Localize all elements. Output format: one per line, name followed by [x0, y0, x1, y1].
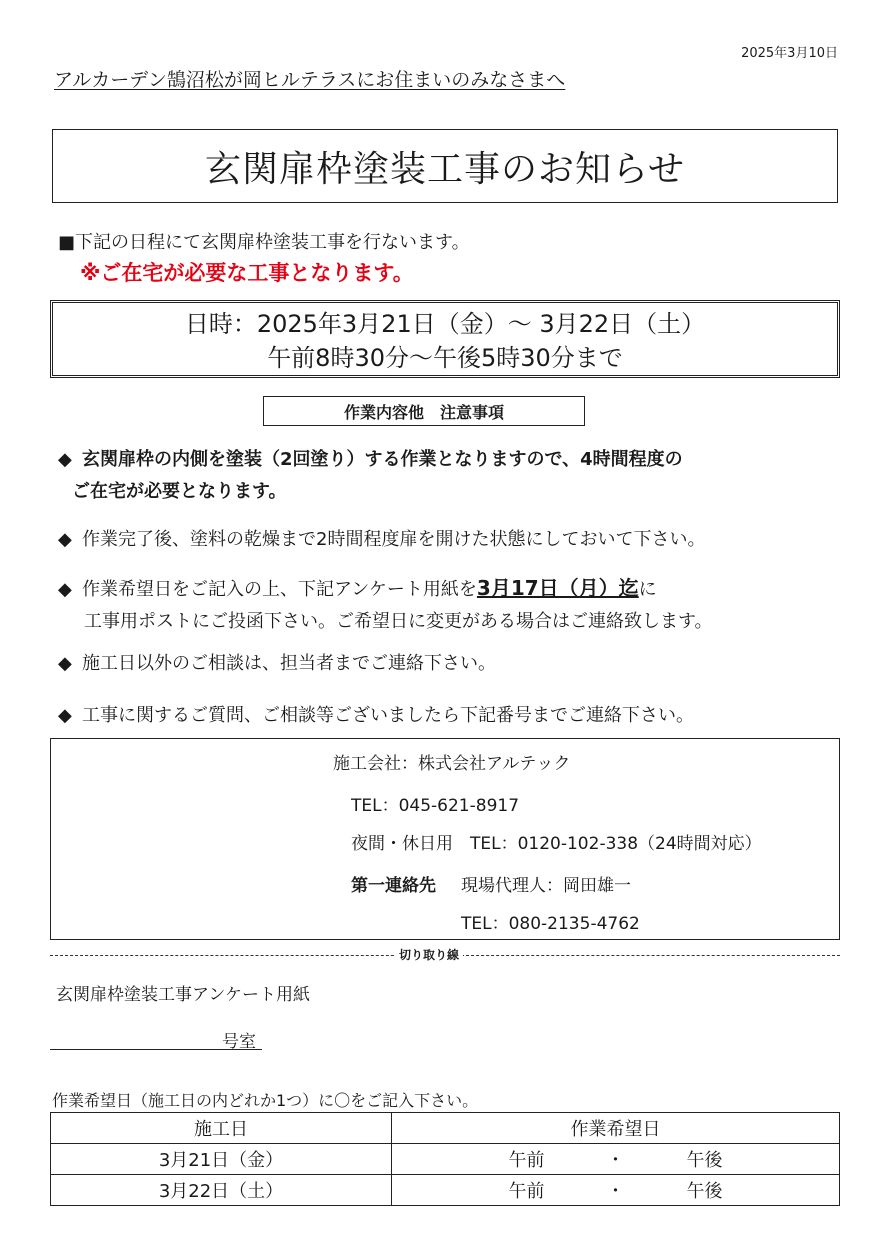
contact-tel: TEL：045-621-8917 — [351, 796, 520, 816]
intro-warning: ※ご在宅が必要な工事となります。 — [80, 261, 414, 285]
header-preferred-date: 作業希望日 — [392, 1113, 840, 1144]
contact-first-label: 第一連絡先 — [351, 876, 436, 896]
cut-line-label: 切り取り線 — [395, 946, 463, 963]
bullet-item-1 — [58, 444, 848, 508]
notice-heading-box — [263, 396, 585, 426]
diamond-bullet-icon: ◆ — [58, 529, 72, 550]
survey-title: 玄関扉枠塗装工事アンケート用紙 — [56, 985, 310, 1005]
contact-night-tel: 夜間・休日用 TEL：0120-102-338（24時間対応） — [351, 834, 762, 854]
schedule-time: 午前8時30分～午後5時30分まで — [267, 344, 623, 372]
row-options — [392, 1144, 840, 1175]
bullet-3-post: に — [638, 579, 657, 600]
bullet-1-line1: 玄関扉枠の内側を塗装（2回塗り）する作業となりますので、4時間程度の — [82, 449, 683, 470]
title-box — [52, 129, 838, 203]
contact-agent-tel: TEL：080-2135-4762 — [461, 914, 640, 934]
schedule-box — [50, 300, 840, 378]
room-label: 号室 — [222, 1032, 256, 1052]
bullet-item-3 — [58, 572, 848, 638]
notice-date: 2025年3月10日 — [741, 46, 838, 61]
bullet-2-text: 作業完了後、塗料の乾燥まで2時間程度扉を開けた状態にしておいて下さい。 — [82, 529, 706, 550]
bullet-item-2 — [58, 524, 848, 556]
addressee: アルカーデン鵠沼松が岡ヒルテラスにお住まいのみなさまへ — [54, 69, 566, 91]
row-options — [392, 1175, 840, 1206]
bullet-item-4 — [58, 648, 848, 680]
bullet-1-line2: ご在宅が必要となります。 — [72, 481, 287, 502]
notice-heading: 作業内容他 注意事項 — [343, 402, 504, 422]
table-row — [51, 1175, 840, 1206]
am-option[interactable]: 午前 — [508, 1181, 545, 1202]
bullet-4-text: 施工日以外のご相談は、担当者までご連絡下さい。 — [82, 653, 496, 674]
contact-company: 施工会社：株式会社アルテック — [333, 754, 571, 774]
row-date: 3月21日（金） — [51, 1144, 392, 1175]
row-date: 3月22日（土） — [51, 1175, 392, 1206]
pm-option[interactable]: 午後 — [686, 1150, 723, 1171]
bullet-item-5 — [58, 700, 848, 732]
diamond-bullet-icon: ◆ — [58, 653, 72, 674]
intro-text: ■下記の日程にて玄関扉枠塗装工事を行ないます。 — [58, 232, 470, 253]
am-option[interactable]: 午前 — [508, 1150, 545, 1171]
diamond-bullet-icon: ◆ — [58, 579, 72, 600]
option-separator: ・ — [606, 1181, 625, 1202]
survey-table — [50, 1112, 840, 1206]
deadline: 3月17日（月）迄 — [476, 576, 639, 600]
survey-instruction: 作業希望日（施工日の内どれか1つ）に〇をご記入下さい。 — [52, 1091, 479, 1110]
contact-box — [50, 738, 840, 940]
schedule-date: 日時：2025年3月21日（金）～ 3月22日（土） — [184, 310, 706, 338]
bullet-3-pre: 作業希望日をご記入の上、下記アンケート用紙を — [82, 579, 477, 600]
bullet-5-text: 工事に関するご質問、ご相談等ございましたら下記番号までご連絡下さい。 — [82, 705, 694, 726]
bullet-3-line2: 工事用ポストにご投函下さい。ご希望日に変更がある場合はご連絡致します。 — [84, 611, 713, 632]
page-title: 玄関扉枠塗装工事のお知らせ — [205, 148, 685, 190]
pm-option[interactable]: 午後 — [686, 1181, 723, 1202]
table-header-row — [51, 1113, 840, 1144]
diamond-bullet-icon: ◆ — [58, 449, 72, 470]
diamond-bullet-icon: ◆ — [58, 705, 72, 726]
option-separator: ・ — [606, 1150, 625, 1171]
header-construction-date: 施工日 — [51, 1113, 392, 1144]
table-row — [51, 1144, 840, 1175]
room-number-field[interactable] — [50, 1049, 262, 1050]
contact-agent: 現場代理人：岡田雄一 — [461, 876, 631, 896]
